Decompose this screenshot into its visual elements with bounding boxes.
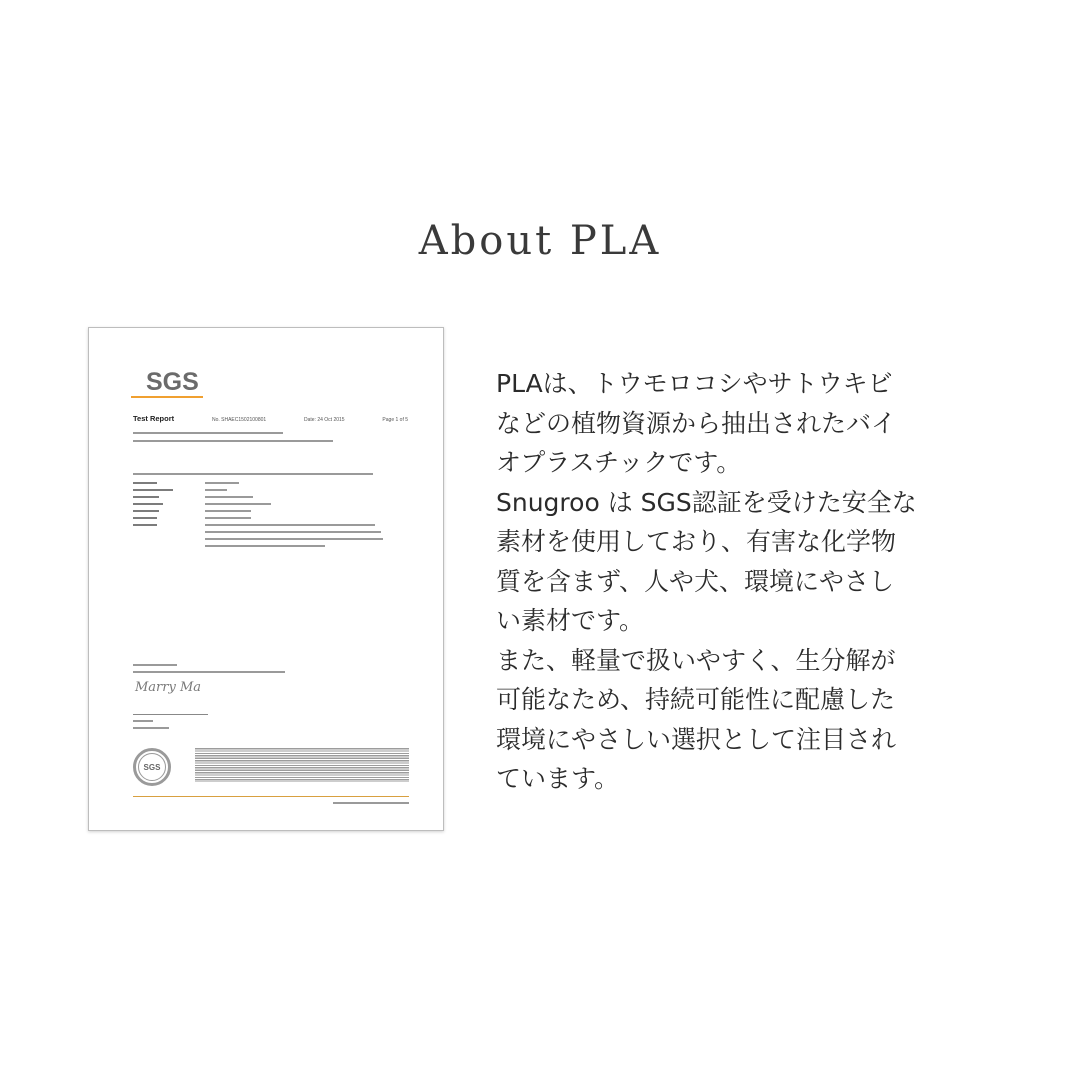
text-line xyxy=(205,538,383,540)
text-line xyxy=(133,510,159,512)
text-line xyxy=(133,473,373,475)
description xyxy=(496,364,956,799)
report-title: Test Report xyxy=(133,414,175,423)
footer-rule xyxy=(133,796,409,797)
text-line xyxy=(133,720,153,722)
logo-underline xyxy=(131,396,203,398)
text-line xyxy=(133,671,285,673)
text-line xyxy=(133,482,157,484)
report-date: Date: 24 Oct 2015 xyxy=(304,417,345,423)
text-line xyxy=(205,531,381,533)
text-line xyxy=(205,545,325,547)
paragraph-biodegradable: また、軽量で扱いやすく、生分解が 可能なため、持続可能性に配慮した 環境にやさしい選択として注目され ています。 xyxy=(496,645,897,793)
text-line xyxy=(133,489,173,491)
text-line xyxy=(133,517,157,519)
text-line xyxy=(205,489,227,491)
text-line xyxy=(205,517,251,519)
text-line xyxy=(205,510,251,512)
fine-print xyxy=(195,748,409,782)
text-line xyxy=(133,440,333,442)
paragraph-pla: PLAは、トウモロコシやサトウキビ などの植物資源から抽出されたバイ オプラスチックです。 xyxy=(496,369,897,477)
page-title: About PLA xyxy=(418,218,662,264)
text-line xyxy=(133,664,177,666)
report-header xyxy=(133,414,408,423)
sgs-stamp-icon xyxy=(133,748,171,786)
signature-line xyxy=(133,714,208,715)
sgs-logo: SGS xyxy=(146,368,199,396)
text-line xyxy=(133,503,163,505)
report-number: No. SHAEC1502100801 xyxy=(211,417,267,423)
sgs-certificate-image xyxy=(88,327,444,831)
signature: Marry Ma xyxy=(135,680,202,695)
paragraph-sgs: Snugroo は SGS認証を受けた安全な 素材を使用しており、有害な化学物 質を含まず、人や犬、環境にやさし い素材です。 xyxy=(496,487,917,635)
text-line xyxy=(205,503,271,505)
text-line xyxy=(205,524,375,526)
text-line xyxy=(133,727,169,729)
text-line xyxy=(205,496,253,498)
report-page: Page 1 of 5 xyxy=(382,417,408,423)
stamp-label: SGS xyxy=(138,753,166,781)
text-line xyxy=(333,802,409,804)
text-line xyxy=(133,524,157,526)
text-line xyxy=(133,432,283,434)
text-line xyxy=(205,482,239,484)
text-line xyxy=(133,496,159,498)
